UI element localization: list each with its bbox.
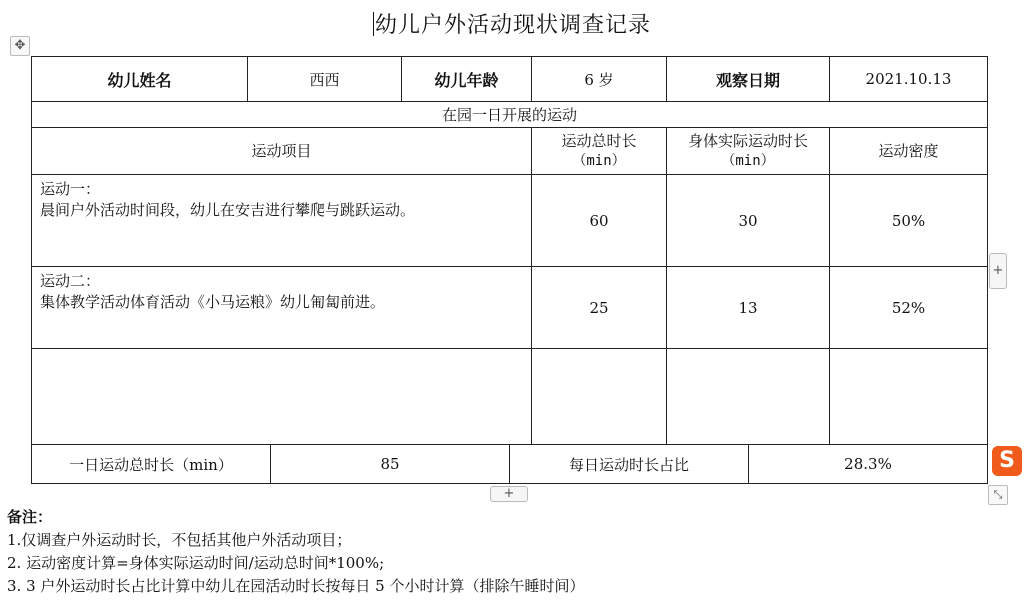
table-resize-handle-icon[interactable]: ⤡ (988, 485, 1008, 505)
density-cell[interactable]: 52% (830, 267, 988, 349)
activity-description: 集体教学活动体育活动《小马运粮》幼儿匍匐前进。 (40, 293, 386, 311)
summary-row (32, 445, 988, 484)
section-title: 在园一日开展的运动 (32, 102, 988, 128)
document-title (0, 8, 1024, 39)
child-name-label: 幼儿姓名 (32, 57, 248, 102)
daily-ratio-value[interactable]: 28.3% (749, 445, 988, 484)
column-header-row (32, 128, 988, 175)
activity-cell[interactable] (32, 267, 532, 349)
child-name-value[interactable]: 西西 (248, 57, 402, 102)
daily-ratio-label: 每日运动时长占比 (510, 445, 749, 484)
sogou-ime-logo-icon[interactable]: S (992, 446, 1022, 476)
activity-title: 运动二： (40, 272, 101, 290)
total-duration-header-line1: 运动总时长 (561, 132, 637, 150)
summary-table (31, 444, 988, 484)
text-cursor (373, 12, 374, 36)
activity-column-header: 运动项目 (32, 128, 532, 175)
survey-table (31, 56, 988, 445)
empty-activity-cell[interactable] (32, 349, 532, 445)
total-duration-cell[interactable]: 60 (532, 175, 667, 267)
observation-date-value[interactable]: 2021.10.13 (830, 57, 988, 102)
note-item: 1.仅调查户外运动时长，不包括其他户外活动项目； (7, 531, 352, 549)
note-item: 2. 运动密度计算=身体实际运动时间/运动总时间*100%; (7, 554, 385, 572)
activity-description: 晨间户外活动时间段，幼儿在安吉进行攀爬与跳跃运动。 (40, 201, 416, 219)
actual-duration-column-header (667, 128, 830, 175)
total-duration-column-header (532, 128, 667, 175)
total-duration-summary-value[interactable]: 85 (271, 445, 510, 484)
total-duration-cell[interactable]: 25 (532, 267, 667, 349)
activity-cell[interactable] (32, 175, 532, 267)
observation-date-label: 观察日期 (667, 57, 830, 102)
child-age-value[interactable]: 6 岁 (532, 57, 667, 102)
actual-duration-cell[interactable]: 30 (667, 175, 830, 267)
empty-table-row (32, 349, 988, 445)
section-title-row (32, 102, 988, 128)
empty-density-cell[interactable] (830, 349, 988, 445)
table-move-handle-icon[interactable]: ✥ (10, 36, 30, 56)
document-title-text: 幼儿户外活动现状调查记录 (374, 13, 651, 38)
total-duration-summary-label: 一日运动总时长（min） (32, 445, 271, 484)
notes-title: 备注： (7, 508, 53, 526)
empty-actual-cell[interactable] (667, 349, 830, 445)
table-row (32, 267, 988, 349)
density-cell[interactable]: 50% (830, 175, 988, 267)
header-row (32, 57, 988, 102)
actual-duration-cell[interactable]: 13 (667, 267, 830, 349)
total-duration-header-unit: （min） (572, 153, 626, 169)
activity-title: 运动一： (40, 180, 101, 198)
density-column-header: 运动密度 (830, 128, 988, 175)
add-row-button[interactable]: + (490, 486, 528, 502)
note-item: 3. 3 户外运动时长占比计算中幼儿在园活动时长按每日 5 个小时计算（排除午睡时间） (7, 577, 585, 595)
add-column-button[interactable]: + (989, 253, 1007, 289)
empty-total-cell[interactable] (532, 349, 667, 445)
actual-duration-header-line1: 身体实际运动时长 (687, 132, 808, 150)
actual-duration-header-unit: （min） (721, 153, 775, 169)
child-age-label: 幼儿年龄 (402, 57, 532, 102)
notes-section (7, 506, 1007, 598)
table-row (32, 175, 988, 267)
